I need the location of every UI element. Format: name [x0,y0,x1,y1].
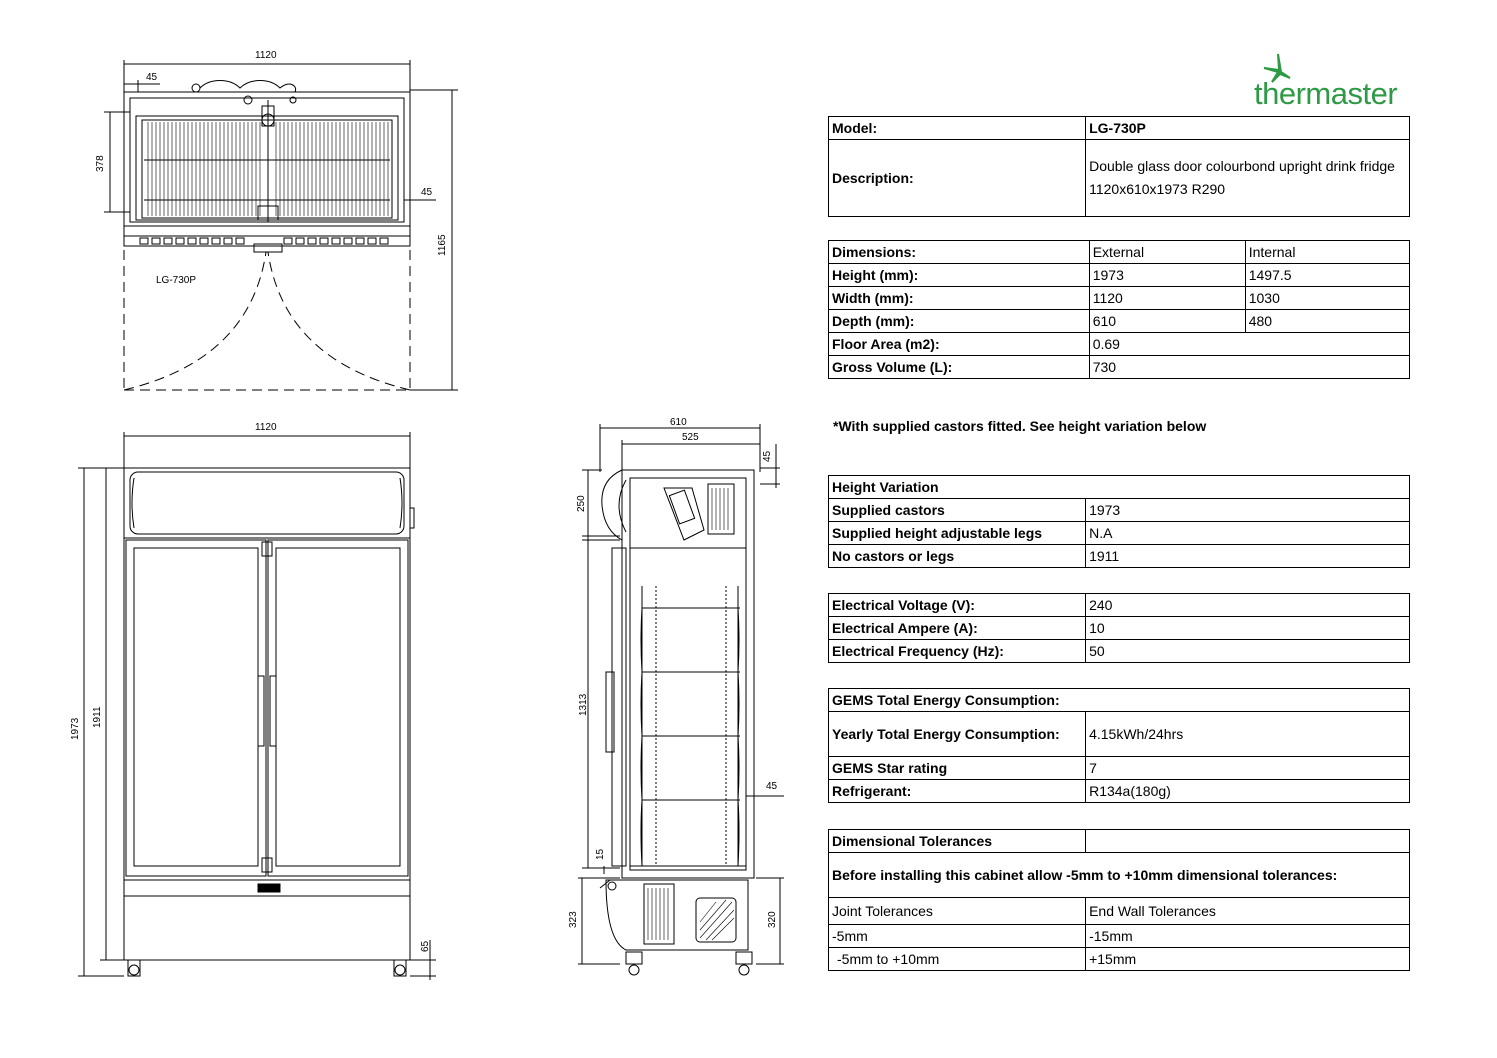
front-total-height-dim: 1973 [70,717,81,740]
side-top-offset-dim: 45 [762,450,773,462]
voltage-label: Electrical Voltage (V): [829,594,1086,617]
energy-title: GEMS Total Energy Consumption: [829,689,1410,712]
end-wall-tolerances-label: End Wall Tolerances [1086,898,1410,925]
height-internal: 1497.5 [1245,264,1409,287]
no-castors-label: No castors or legs [829,545,1086,568]
side-base-gap-dim: 15 [595,848,606,860]
gross-volume-label: Gross Volume (L): [829,356,1090,379]
side-rear-offset-dim: 45 [766,781,778,792]
supplied-castors-value: 1973 [1086,499,1410,522]
side-body-depth-dim: 525 [682,432,699,443]
joint-tolerance-2: -5mm to +10mm [829,948,1086,971]
end-wall-tolerance-1: -15mm [1086,925,1410,948]
refrigerant-value: R134a(180g) [1086,780,1410,803]
width-label: Width (mm): [829,287,1090,310]
model-label: Model: [829,117,1086,140]
frequency-label: Electrical Frequency (Hz): [829,640,1086,663]
height-variation-table [828,475,1410,568]
front-width-dim: 1120 [255,422,277,433]
side-front-base-dim: 323 [568,911,579,928]
top-view [104,60,458,390]
width-internal: 1030 [1245,287,1409,310]
side-door-height-dim: 1313 [578,693,589,716]
castor-note: *With supplied castors fitted. See height variation below [833,418,1207,434]
energy-table [828,688,1410,803]
adjustable-legs-label: Supplied height adjustable legs [829,522,1086,545]
side-rear-base-dim: 320 [767,911,778,928]
joint-tolerances-label: Joint Tolerances [829,898,1086,925]
tolerances-title-blank [1086,830,1410,853]
tolerances-table [828,829,1410,971]
star-rating-label: GEMS Star rating [829,757,1086,780]
description-label: Description: [829,140,1086,217]
model-table [828,116,1410,217]
side-depth-dim: 610 [670,417,687,428]
height-external: 1973 [1089,264,1245,287]
frequency-value: 50 [1086,640,1410,663]
top-swing-dim: 1165 [437,234,448,256]
voltage-value: 240 [1086,594,1410,617]
floor-area-value: 0.69 [1089,333,1409,356]
refrigerant-label: Refrigerant: [829,780,1086,803]
floor-area-label: Floor Area (m2): [829,333,1090,356]
depth-external: 610 [1089,310,1245,333]
electrical-table [828,593,1410,663]
external-header: External [1089,241,1245,264]
tolerances-instruction: Before installing this cabinet allow -5mm to +10mm dimensional tolerances: [829,853,1410,898]
top-model-label: LG-730P [156,275,197,286]
tolerances-title: Dimensional Tolerances [829,830,1086,853]
width-external: 1120 [1089,287,1245,310]
yearly-energy-label: Yearly Total Energy Consumption: [829,712,1086,757]
height-variation-title: Height Variation [829,476,1410,499]
joint-tolerance-1: -5mm [829,925,1086,948]
ampere-value: 10 [1086,617,1410,640]
brand-logo [1254,52,1414,114]
description-value: Double glass door colourbond upright drink fridge 1120x610x1973 R290 [1086,140,1410,217]
top-depth-dim: 378 [95,155,106,172]
model-value: LG-730P [1086,117,1410,140]
gross-volume-value: 730 [1089,356,1409,379]
depth-label: Depth (mm): [829,310,1090,333]
yearly-energy-value: 4.15kWh/24hrs [1086,712,1410,757]
top-offset-dim: 45 [146,72,158,83]
star-rating-value: 7 [1086,757,1410,780]
no-castors-value: 1911 [1086,545,1410,568]
brand-name: thermaster [1254,76,1398,111]
adjustable-legs-value: N.A [1086,522,1410,545]
supplied-castors-label: Supplied castors [829,499,1086,522]
height-label: Height (mm): [829,264,1090,287]
front-height-no-castor-dim: 1911 [92,706,103,728]
top-rear-dim: 45 [421,187,433,198]
side-view [578,424,784,975]
dimensions-header: Dimensions: [829,241,1090,264]
top-width-dim: 1120 [255,50,277,61]
ampere-label: Electrical Ampere (A): [829,617,1086,640]
depth-internal: 480 [1245,310,1409,333]
internal-header: Internal [1245,241,1409,264]
end-wall-tolerance-2: +15mm [1086,948,1410,971]
front-view [78,432,436,980]
side-canopy-dim: 250 [576,495,587,512]
front-castor-dim: 65 [420,940,431,952]
dimensions-table [828,240,1410,379]
